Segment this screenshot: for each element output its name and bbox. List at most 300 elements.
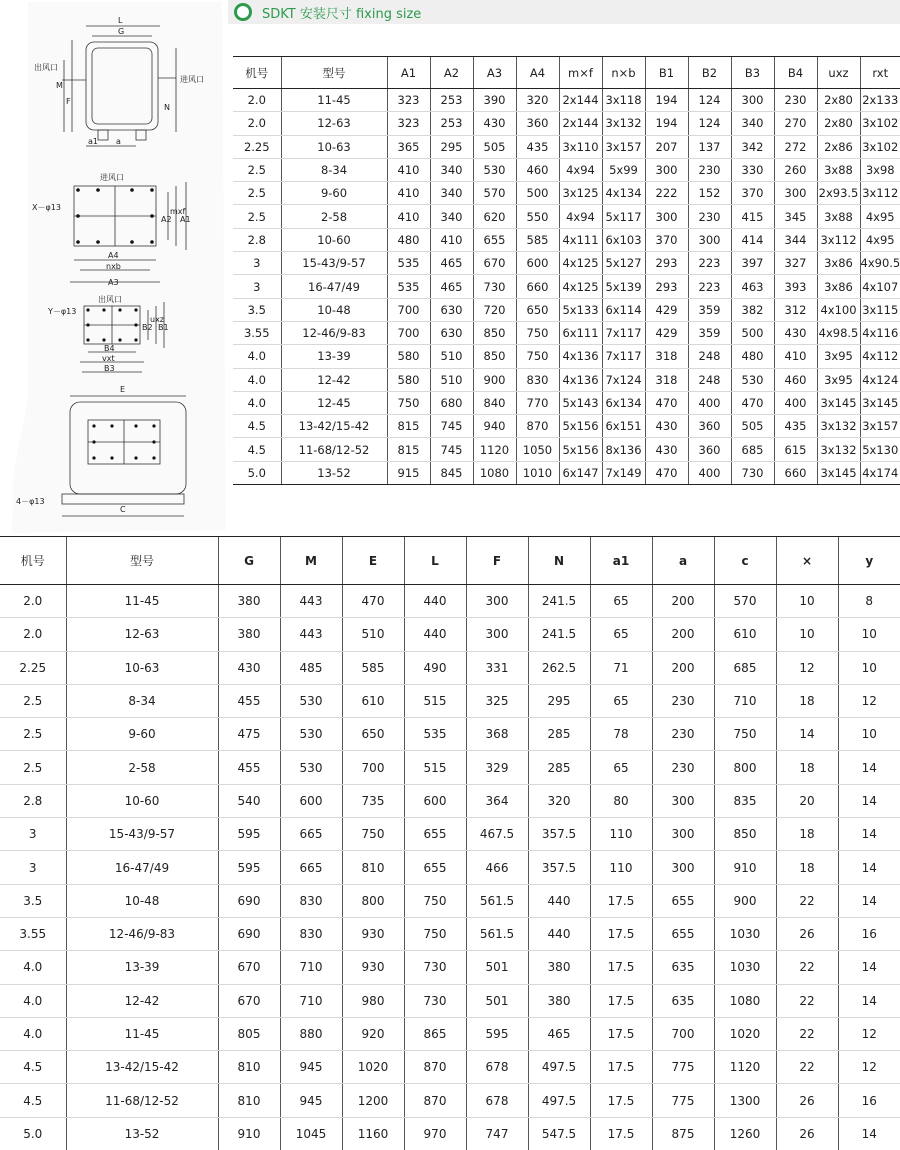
table-cell: 4.0 [0,951,66,984]
table-cell: 455 [218,751,280,784]
table-cell: 415 [731,205,774,228]
table-cell: 700 [387,321,430,344]
table-row [0,951,900,984]
table-cell: 460 [774,368,817,391]
table-cell: 505 [731,415,774,438]
table-cell: 12-63 [66,618,218,651]
table-cell: 6x151 [602,415,645,438]
table-cell: 8 [838,585,900,618]
table-cell: 595 [466,1017,528,1050]
table-cell: 561.5 [466,917,528,950]
label-B4: B4 [104,344,115,353]
table-cell: 26 [776,1117,838,1150]
table-cell: 390 [473,89,516,112]
table-cell: 530 [473,158,516,181]
table-cell: 655 [473,228,516,251]
table-cell: 435 [774,415,817,438]
table-cell: 4x90.5 [860,252,900,275]
table-cell: 570 [714,585,776,618]
table-cell: 248 [688,345,731,368]
table-cell: 22 [776,984,838,1017]
table-cell: 1080 [473,461,516,484]
table-cell: 775 [652,1084,714,1117]
table-cell: 700 [342,751,404,784]
column-header: 机号 [233,57,281,89]
table-cell: 580 [387,368,430,391]
table-cell: 65 [590,585,652,618]
table-cell: 3.5 [0,884,66,917]
table-cell: 12-42 [281,368,387,391]
table-cell: 2.5 [0,718,66,751]
table-cell: 329 [466,751,528,784]
table-cell: 497.5 [528,1051,590,1084]
table-cell: 272 [774,135,817,158]
table-cell: 810 [342,851,404,884]
table-cell: 10-48 [281,298,387,321]
table-cell: 7x117 [602,321,645,344]
table-cell: 13-52 [66,1117,218,1150]
label-outlet-2: 出风口 [98,295,122,304]
table-cell: 630 [430,298,473,321]
table-cell: 685 [731,438,774,461]
table-cell: 200 [652,585,714,618]
table-cell: 5x139 [602,275,645,298]
table-cell: 510 [430,345,473,368]
table-cell: 2.8 [0,784,66,817]
table-cell: 4x112 [860,345,900,368]
table-cell: 10-60 [281,228,387,251]
table-cell: 397 [731,252,774,275]
label-A4: A4 [108,251,119,260]
table-cell: 2.5 [0,751,66,784]
table-2-header-row [0,537,900,585]
table-cell: 660 [516,275,559,298]
table-cell: 2x144 [559,89,602,112]
table-cell: 4x134 [602,182,645,205]
table-cell: 600 [404,784,466,817]
table-cell: 730 [473,275,516,298]
table-cell: 547.5 [528,1117,590,1150]
table-cell: 124 [688,89,731,112]
table-cell: 2-58 [66,751,218,784]
table-cell: 720 [473,298,516,321]
table-cell: 535 [404,718,466,751]
table-cell: 1080 [714,984,776,1017]
table-cell: 12-63 [281,112,387,135]
table-cell: 430 [218,651,280,684]
table-cell: 490 [404,651,466,684]
table-cell: 11-45 [281,89,387,112]
table-cell: 300 [731,89,774,112]
column-header: uxz [817,57,860,89]
table-cell: 230 [774,89,817,112]
table-cell: 463 [731,275,774,298]
table-row [0,818,900,851]
table-cell: 945 [280,1051,342,1084]
table-cell: 880 [280,1017,342,1050]
table-cell: 18 [776,751,838,784]
table-cell: 835 [714,784,776,817]
table-cell: 3x88 [817,158,860,181]
table-row [233,345,900,368]
table-cell: 515 [404,684,466,717]
table-cell: 11-68/12-52 [66,1084,218,1117]
table-cell: 194 [645,89,688,112]
table-cell: 4.0 [0,984,66,1017]
table-cell: 870 [516,415,559,438]
table-cell: 5x156 [559,415,602,438]
column-header: n×b [602,57,645,89]
table-cell: 360 [688,415,731,438]
table-cell: 930 [342,951,404,984]
table-cell: 1050 [516,438,559,461]
table-cell: 312 [774,298,817,321]
column-header: A1 [387,57,430,89]
table-cell: 610 [714,618,776,651]
table-row [233,89,900,112]
table-cell: 465 [430,252,473,275]
table-cell: 10 [776,585,838,618]
column-header: N [528,537,590,585]
table-cell: 443 [280,618,342,651]
table-row [0,1084,900,1117]
table-cell: 17.5 [590,917,652,950]
table-cell: 678 [466,1084,528,1117]
column-header: a1 [590,537,652,585]
table-cell: 1030 [714,917,776,950]
table-cell: 6x147 [559,461,602,484]
table-row [233,135,900,158]
table-cell: 940 [473,415,516,438]
table-cell: 262.5 [528,651,590,684]
table-cell: 10-63 [281,135,387,158]
table-cell: 14 [776,718,838,751]
table-cell: 2.0 [0,618,66,651]
table-cell: 2.5 [0,684,66,717]
table-cell: 14 [838,951,900,984]
table-cell: 12-46/9-83 [281,321,387,344]
table-cell: 2x86 [817,135,860,158]
circle-icon [234,3,252,21]
table-cell: 4x100 [817,298,860,321]
label-y-hole: Y－φ13 [48,307,77,316]
table-cell: 365 [387,135,430,158]
table-cell: 14 [838,818,900,851]
table-cell: 194 [645,112,688,135]
table-cell: 5.0 [233,461,281,484]
table-cell: 750 [714,718,776,751]
label-E: E [120,385,126,394]
table-cell: 12 [838,684,900,717]
table-cell: 655 [404,818,466,851]
table-cell: 2x80 [817,112,860,135]
table-cell: 14 [838,751,900,784]
label-B2: B2 [142,323,153,332]
table-cell: 3x125 [559,182,602,205]
table-cell: 71 [590,651,652,684]
table-cell: 22 [776,951,838,984]
table-cell: 14 [838,1117,900,1150]
table-cell: 3x112 [817,228,860,251]
table-cell: 730 [404,984,466,1017]
section-header [228,0,900,24]
table-cell: 4.5 [233,415,281,438]
table-cell: 470 [342,585,404,618]
table-cell: 230 [688,205,731,228]
table-cell: 443 [280,585,342,618]
table-cell: 380 [528,984,590,1017]
table-row [0,917,900,950]
column-header: m×f [559,57,602,89]
table-cell: 65 [590,751,652,784]
table-cell: 318 [645,345,688,368]
table-cell: 5x143 [559,391,602,414]
table-cell: 110 [590,818,652,851]
table-row [233,158,900,181]
column-header: B4 [774,57,817,89]
table-cell: 10 [776,618,838,651]
table-cell: 3x110 [559,135,602,158]
table-cell: 840 [473,391,516,414]
table-cell: 15-43/9-57 [66,818,218,851]
table-cell: 865 [404,1017,466,1050]
table-cell: 20 [776,784,838,817]
table-cell: 2.5 [233,205,281,228]
table-row [233,112,900,135]
table-cell: 10-63 [66,651,218,684]
table-row [0,718,900,751]
table-cell: 1030 [714,951,776,984]
table-cell: 300 [645,158,688,181]
table-cell: 900 [473,368,516,391]
table-cell: 300 [652,818,714,851]
table-cell: 910 [714,851,776,884]
label-M: M [56,81,63,90]
table-cell: 501 [466,984,528,1017]
table-cell: 1045 [280,1117,342,1150]
table-cell: 4x174 [860,461,900,484]
table-cell: 635 [652,951,714,984]
table-cell: 915 [387,461,430,484]
column-header: 型号 [66,537,218,585]
label-a: a [116,137,121,146]
column-header: B1 [645,57,688,89]
table-cell: 710 [280,951,342,984]
table-cell: 331 [466,651,528,684]
table-cell: 1120 [473,438,516,461]
table-cell: 750 [404,917,466,950]
table-cell: 230 [652,718,714,751]
table-cell: 1300 [714,1084,776,1117]
table-cell: 1260 [714,1117,776,1150]
table-cell: 137 [688,135,731,158]
table-cell: 850 [473,345,516,368]
column-header: B3 [731,57,774,89]
table-cell: 875 [652,1117,714,1150]
table-cell: 200 [652,651,714,684]
table-cell: 6x111 [559,321,602,344]
table-cell: 585 [516,228,559,251]
table-cell: 253 [430,89,473,112]
table-cell: 124 [688,112,731,135]
table-cell: 3.55 [0,917,66,950]
table-cell: 13-42/15-42 [281,415,387,438]
table-cell: 370 [731,182,774,205]
table-cell: 670 [218,984,280,1017]
table-cell: 200 [652,618,714,651]
table-cell: 440 [404,585,466,618]
table-cell: 5x127 [602,252,645,275]
table-cell: 3 [233,252,281,275]
table-cell: 400 [688,391,731,414]
table-cell: 685 [714,651,776,684]
table-cell: 810 [218,1051,280,1084]
table-cell: 530 [731,368,774,391]
table-cell: 535 [387,252,430,275]
table-cell: 920 [342,1017,404,1050]
table-cell: 410 [387,205,430,228]
table-cell: 600 [516,252,559,275]
table-cell: 595 [218,818,280,851]
table-cell: 750 [516,321,559,344]
table-cell: 2.25 [0,651,66,684]
table-cell: 8-34 [281,158,387,181]
column-header: B2 [688,57,731,89]
table-cell: 805 [218,1017,280,1050]
label-a1: a1 [88,137,98,146]
label-four-hole: 4－φ13 [16,497,45,506]
table-cell: 3x132 [602,112,645,135]
table-cell: 3x132 [817,438,860,461]
table-cell: 340 [430,158,473,181]
table-cell: 4x116 [860,321,900,344]
table-cell: 665 [280,818,342,851]
table-cell: 230 [652,751,714,784]
column-header: a [652,537,714,585]
table-cell: 300 [652,784,714,817]
label-outlet-1: 出风口 [34,63,58,72]
label-A1: A1 [180,215,191,224]
table-row [0,684,900,717]
table-cell: 535 [387,275,430,298]
fixing-size-table-1 [233,56,900,485]
table-cell: 830 [280,884,342,917]
table-cell: 295 [528,684,590,717]
table-cell: 340 [430,182,473,205]
fixing-size-table-2 [0,536,900,1150]
table-cell: 14 [838,884,900,917]
table-cell: 10 [838,618,900,651]
table-row [233,461,900,484]
table-cell: 400 [774,391,817,414]
table-cell: 750 [387,391,430,414]
table-cell: 5x117 [602,205,645,228]
table-cell: 467.5 [466,818,528,851]
table-cell: 14 [838,851,900,884]
table-cell: 9-60 [66,718,218,751]
table-cell: 4x107 [860,275,900,298]
diagram-svg [0,0,230,535]
table-cell: 300 [652,851,714,884]
table-cell: 2x133 [860,89,900,112]
table-cell: 770 [516,391,559,414]
table-cell: 295 [430,135,473,158]
table-cell: 470 [645,461,688,484]
table-cell: 65 [590,618,652,651]
table-cell: 2.5 [233,182,281,205]
table-row [233,205,900,228]
table-cell: 344 [774,228,817,251]
table-row [233,368,900,391]
table-cell: 480 [731,345,774,368]
table-cell: 4x111 [559,228,602,251]
table-cell: 152 [688,182,731,205]
table-cell: 475 [218,718,280,751]
table-cell: 730 [404,951,466,984]
table-row [233,415,900,438]
table-cell: 4x124 [860,368,900,391]
table-cell: 3 [0,851,66,884]
table-cell: 1020 [714,1017,776,1050]
table-cell: 382 [731,298,774,321]
table-cell: 230 [688,158,731,181]
table-cell: 340 [430,205,473,228]
table-cell: 16 [838,917,900,950]
table-cell: 12 [838,1017,900,1050]
table-cell: 530 [280,751,342,784]
column-header: rxt [860,57,900,89]
table-cell: 700 [652,1017,714,1050]
table-cell: 2-58 [281,205,387,228]
table-cell: 17.5 [590,951,652,984]
table-cell: 360 [688,438,731,461]
table-row [0,751,900,784]
table-cell: 3x102 [860,135,900,158]
table-cell: 3x95 [817,368,860,391]
table-cell: 300 [466,585,528,618]
table-cell: 1120 [714,1051,776,1084]
label-uxz: uxz [150,315,165,324]
table-cell: 12-42 [66,984,218,1017]
table-row [233,275,900,298]
label-inlet-2: 进风口 [100,173,124,182]
table-cell: 561.5 [466,884,528,917]
table-1-header-row [233,57,900,89]
table-cell: 285 [528,718,590,751]
table-cell: 800 [714,751,776,784]
table-cell: 429 [645,321,688,344]
table-cell: 5x130 [860,438,900,461]
table-cell: 320 [528,784,590,817]
table-row [233,182,900,205]
table-cell: 655 [652,884,714,917]
table-cell: 4x95 [860,205,900,228]
table-cell: 5x133 [559,298,602,321]
table-cell: 4.0 [233,391,281,414]
table-cell: 6x134 [602,391,645,414]
table-cell: 12 [838,1051,900,1084]
table-cell: 2.0 [233,112,281,135]
label-x-hole: X－φ13 [32,203,61,212]
table-cell: 380 [218,618,280,651]
table-cell: 12 [776,651,838,684]
table-cell: 3 [0,818,66,851]
table-cell: 6x114 [602,298,645,321]
table-cell: 690 [218,917,280,950]
table-cell: 2x93.5 [817,182,860,205]
table-cell: 485 [280,651,342,684]
table-cell: 470 [731,391,774,414]
